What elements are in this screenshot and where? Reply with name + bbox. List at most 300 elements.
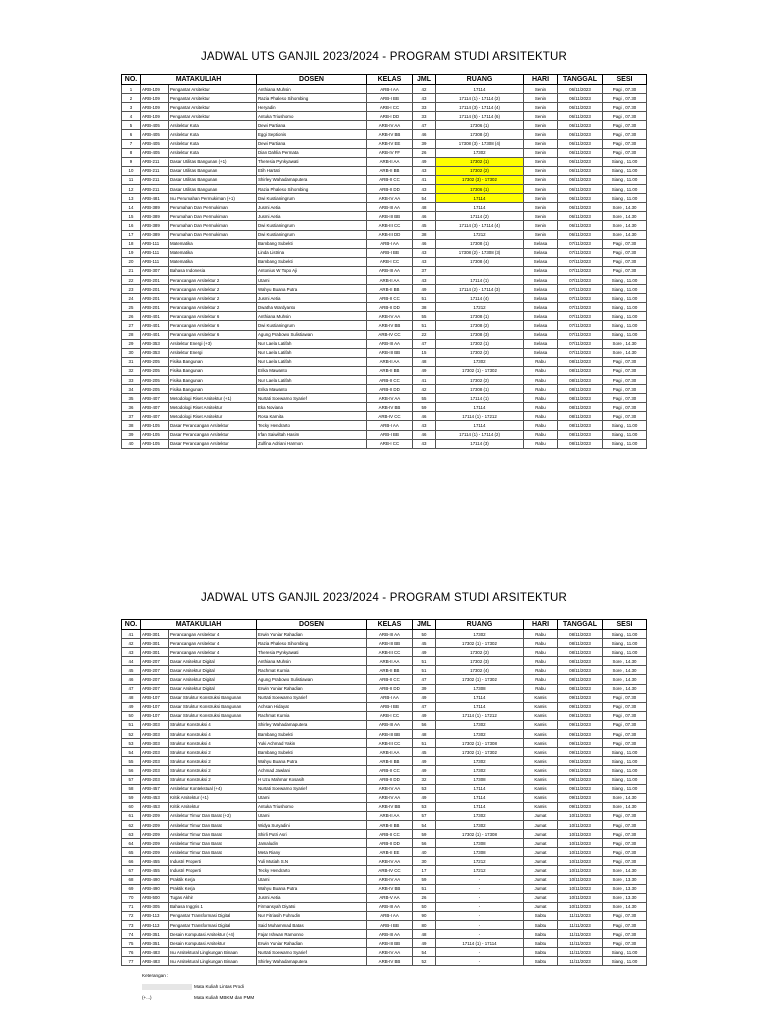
session: Pagi , 07.30 — [603, 930, 647, 939]
session: Pagi , 07.30 — [603, 385, 647, 394]
course-name: Arsitektur Energi — [169, 348, 257, 357]
course-code: ARB-405 — [141, 139, 169, 148]
date: 06/11/2023 — [558, 194, 603, 203]
row-number: 28 — [122, 330, 141, 339]
row-number: 2 — [122, 94, 141, 103]
session: Sore , 13.30 — [603, 875, 647, 884]
day: Rabu — [524, 675, 558, 684]
student-count: 49 — [413, 793, 436, 802]
session: Siang , 11.00 — [603, 175, 647, 184]
student-count: 17 — [413, 866, 436, 875]
day: Jumat — [524, 875, 558, 884]
table-row — [122, 702, 647, 711]
day: Senin — [524, 112, 558, 121]
date: 07/11/2023 — [558, 257, 603, 266]
lecturer: Bambang Subekti — [257, 730, 367, 739]
date: 07/11/2023 — [558, 275, 603, 284]
table-row — [122, 266, 647, 275]
student-count: 43 — [413, 439, 436, 448]
table-row — [122, 875, 647, 884]
room: 17114 (1) - 17114 — [436, 939, 524, 948]
session: Sore , 14.30 — [603, 221, 647, 230]
session: Pagi , 07.30 — [603, 130, 647, 139]
session: Sore , 14.30 — [603, 203, 647, 212]
lecturer: Rosa Karnita — [257, 412, 367, 421]
class: ARB-III AA — [367, 266, 413, 275]
row-number: 36 — [122, 403, 141, 412]
room: 17114 (5) - 17114 (6) — [436, 112, 524, 121]
course-name: Arsitektur Timur Dan Barat — [169, 848, 257, 857]
day: Selasa — [524, 294, 558, 303]
date: 08/11/2023 — [558, 421, 603, 430]
student-count: 43 — [413, 275, 436, 284]
day: Rabu — [524, 403, 558, 412]
column-header: MATAKULIAH — [141, 620, 257, 630]
room: 17114 (3) - 17114 (4) — [436, 221, 524, 230]
date: 11/11/2023 — [558, 911, 603, 920]
row-number: 33 — [122, 376, 141, 385]
date: 06/11/2023 — [558, 203, 603, 212]
legend-label: Mata Kuliah MBKM dan PMM — [194, 995, 255, 1000]
course-name: Bahasa Indonesia — [169, 266, 257, 275]
course-code: ARB-455 — [141, 857, 169, 866]
day: Senin — [524, 212, 558, 221]
class: ARB-I BB — [367, 921, 413, 930]
lecturer: Shirley Wahadamaputera — [257, 957, 367, 966]
room: 17114 — [436, 784, 524, 793]
class: ARB-II AA — [367, 748, 413, 757]
day: Selasa — [524, 312, 558, 321]
day: Sabtu — [524, 957, 558, 966]
course-code: ARB-209 — [141, 811, 169, 820]
course-name: Dasar Perancangan Arsitektur — [169, 421, 257, 430]
row-number: 64 — [122, 839, 141, 848]
lecturer: Antuka Triushomo — [257, 802, 367, 811]
session: Pagi , 07.30 — [603, 94, 647, 103]
student-count: 59 — [413, 875, 436, 884]
day: Senin — [524, 130, 558, 139]
row-number: 29 — [122, 339, 141, 348]
class: ARB-II CC — [367, 675, 413, 684]
date: 08/11/2023 — [558, 385, 603, 394]
class: ARB-III BB — [367, 639, 413, 648]
student-count: 46 — [413, 130, 436, 139]
room: 17114 — [436, 702, 524, 711]
class: ARB-II CC — [367, 175, 413, 184]
student-count: 80 — [413, 921, 436, 930]
student-count: 49 — [413, 693, 436, 702]
lecturer: Achmad Jawlani — [257, 766, 367, 775]
column-header: NO. — [122, 620, 141, 630]
class: ARB-II EE — [367, 848, 413, 857]
row-number: 76 — [122, 948, 141, 957]
session: Pagi , 07.30 — [603, 693, 647, 702]
table-row — [122, 666, 647, 675]
student-count: 33 — [413, 112, 436, 121]
lecturer: Razia Phaleso Sihombing — [257, 185, 367, 194]
course-name: Dasar Arsitektur Digital — [169, 675, 257, 684]
table-row — [122, 939, 647, 948]
course-code: ARB-113 — [141, 911, 169, 920]
course-name: Pengantar Arsitektur — [169, 112, 257, 121]
lecturer: Nurtati Soewarno Syarief — [257, 693, 367, 702]
table-row — [122, 839, 647, 848]
course-code: ARB-405 — [141, 121, 169, 130]
row-number: 19 — [122, 248, 141, 257]
room: - — [436, 948, 524, 957]
table-row — [122, 902, 647, 911]
column-header: DOSEN — [257, 75, 367, 85]
lecturer: Tecky Hendrarto — [257, 421, 367, 430]
class: ARB-IV AA — [367, 121, 413, 130]
course-name: Perancangan Arsitektur 2 — [169, 275, 257, 284]
row-number: 8 — [122, 148, 141, 157]
room: 17308 — [436, 839, 524, 848]
class: ARB-I AA — [367, 85, 413, 94]
class: ARB-I DD — [367, 112, 413, 121]
class: ARB-III AA — [367, 339, 413, 348]
date: 11/11/2023 — [558, 921, 603, 930]
row-number: 59 — [122, 793, 141, 802]
date: 09/11/2023 — [558, 766, 603, 775]
day: Selasa — [524, 303, 558, 312]
table-row — [122, 121, 647, 130]
student-count: 51 — [413, 321, 436, 330]
table-row — [122, 730, 647, 739]
day: Kamis — [524, 775, 558, 784]
room: 17114 — [436, 421, 524, 430]
course-name: Desain Komputasi Arsitektur — [169, 939, 257, 948]
room: 17302 — [436, 730, 524, 739]
course-code: ARB-453 — [141, 802, 169, 811]
row-number: 16 — [122, 221, 141, 230]
day: Sabtu — [524, 921, 558, 930]
row-number: 53 — [122, 739, 141, 748]
course-name: Matematika — [169, 239, 257, 248]
column-header: KELAS — [367, 75, 413, 85]
course-code: ARB-201 — [141, 303, 169, 312]
course-code: ARB-111 — [141, 257, 169, 266]
class: ARB-II AA — [367, 357, 413, 366]
course-name: Pengantar Arsitektur — [169, 94, 257, 103]
row-number: 39 — [122, 430, 141, 439]
table-row — [122, 285, 647, 294]
row-number: 45 — [122, 666, 141, 675]
day: Jumat — [524, 820, 558, 829]
schedule-table — [121, 74, 647, 449]
session: Pagi , 07.30 — [603, 730, 647, 739]
room: - — [436, 911, 524, 920]
course-name: Pengantar Transformasi Digital — [169, 921, 257, 930]
row-number: 37 — [122, 412, 141, 421]
class: ARB-IV BB — [367, 884, 413, 893]
table-row — [122, 866, 647, 875]
course-name: Desain Komputasi Arsitektur (+4) — [169, 930, 257, 939]
day: Jumat — [524, 902, 558, 911]
row-number: 13 — [122, 194, 141, 203]
date: 06/11/2023 — [558, 212, 603, 221]
session: Siang , 11.00 — [603, 321, 647, 330]
page-title: JADWAL UTS GANJIL 2023/2024 - PROGRAM STUDI ARSITEKTUR — [200, 592, 568, 604]
date: 06/11/2023 — [558, 103, 603, 112]
row-number: 58 — [122, 784, 141, 793]
class: ARB-IV CC — [367, 412, 413, 421]
session: Pagi , 07.30 — [603, 412, 647, 421]
course-name: Industri Properti — [169, 866, 257, 875]
lecturer: Said Muhammad Batas — [257, 921, 367, 930]
table-row — [122, 94, 647, 103]
course-code: ARB-407 — [141, 412, 169, 421]
course-code: ARB-205 — [141, 385, 169, 394]
table-row — [122, 294, 647, 303]
table-row — [122, 757, 647, 766]
session: Siang , 11.00 — [603, 166, 647, 175]
day: Jumat — [524, 866, 558, 875]
room: 17302 — [436, 148, 524, 157]
class: ARB-IV BB — [367, 957, 413, 966]
course-code: ARB-353 — [141, 339, 169, 348]
table-row — [122, 348, 647, 357]
date: 06/11/2023 — [558, 121, 603, 130]
course-code: ARB-401 — [141, 330, 169, 339]
date: 06/11/2023 — [558, 230, 603, 239]
day: Rabu — [524, 412, 558, 421]
column-header: HARI — [524, 75, 558, 85]
date: 07/11/2023 — [558, 330, 603, 339]
course-code: ARB-455 — [141, 866, 169, 875]
lecturer: Anthiana Muhsin — [257, 85, 367, 94]
row-number: 77 — [122, 957, 141, 966]
course-code: ARB-389 — [141, 212, 169, 221]
student-count: 38 — [413, 303, 436, 312]
session: Pagi , 07.30 — [603, 394, 647, 403]
student-count: 42 — [413, 385, 436, 394]
table-row — [122, 166, 647, 175]
day: Senin — [524, 175, 558, 184]
table-row — [122, 412, 647, 421]
session: Pagi , 07.30 — [603, 911, 647, 920]
student-count: 43 — [413, 185, 436, 194]
row-number: 70 — [122, 893, 141, 902]
course-name: Dasar Perancangan Arsitektur — [169, 439, 257, 448]
day: Kamis — [524, 757, 558, 766]
class: ARB-II BB — [367, 820, 413, 829]
legend-label: Mata Kuliah Lintas Prodi — [194, 984, 244, 989]
class: ARB-IV BB — [367, 802, 413, 811]
day: Senin — [524, 194, 558, 203]
day: Kamis — [524, 739, 558, 748]
day: Kamis — [524, 784, 558, 793]
date: 06/11/2023 — [558, 221, 603, 230]
table-row — [122, 194, 647, 203]
day: Kamis — [524, 720, 558, 729]
day: Rabu — [524, 639, 558, 648]
course-name: Arsitektur Timur Dan Barat — [169, 820, 257, 829]
date: 06/11/2023 — [558, 85, 603, 94]
course-name: Dasar Perancangan Arsitektur — [169, 430, 257, 439]
room: 17302 — [436, 766, 524, 775]
date: 07/11/2023 — [558, 339, 603, 348]
class: ARB-III BB — [367, 212, 413, 221]
session: Pagi , 07.30 — [603, 366, 647, 375]
lecturer: Jusmi Aetia — [257, 203, 367, 212]
lecturer: H Uzu Mahmar Kosasih — [257, 775, 367, 784]
course-name: Metodologi Riset Arsitektur (+1) — [169, 394, 257, 403]
session: Pagi , 07.30 — [603, 266, 647, 275]
row-number: 20 — [122, 257, 141, 266]
student-count: 46 — [413, 430, 436, 439]
session: Siang , 11.00 — [603, 157, 647, 166]
student-count: 38 — [413, 230, 436, 239]
row-number: 55 — [122, 757, 141, 766]
date: 08/11/2023 — [558, 630, 603, 639]
room: 17302 (3) — [436, 657, 524, 666]
date: 10/11/2023 — [558, 848, 603, 857]
lecturer: Wahyu Buana Putra — [257, 285, 367, 294]
legend-row — [142, 992, 254, 1003]
table-row — [122, 430, 647, 439]
day: Rabu — [524, 357, 558, 366]
day: Sabtu — [524, 911, 558, 920]
table-row — [122, 385, 647, 394]
day: Selasa — [524, 266, 558, 275]
lecturer: Dwi Kustianingrum — [257, 230, 367, 239]
room: 17308 (2) — [436, 321, 524, 330]
lecturer: Dwatha Wardyanto — [257, 303, 367, 312]
session: Pagi , 07.30 — [603, 839, 647, 848]
class: ARB-I CC — [367, 257, 413, 266]
student-count: 49 — [413, 757, 436, 766]
date: 09/11/2023 — [558, 720, 603, 729]
course-code: ARB-113 — [141, 921, 169, 930]
row-number: 41 — [122, 630, 141, 639]
session: Pagi , 07.30 — [603, 702, 647, 711]
room: 17114 (3) — [436, 439, 524, 448]
lecturer: Utami — [257, 275, 367, 284]
class: ARB-II BB — [367, 285, 413, 294]
class: ARB-IV AA — [367, 857, 413, 866]
session: Siang , 11.00 — [603, 775, 647, 784]
session: Siang , 11.00 — [603, 330, 647, 339]
course-code: ARB-105 — [141, 421, 169, 430]
course-code: ARB-107 — [141, 711, 169, 720]
column-header: JML — [413, 620, 436, 630]
course-name: Perumahan Dan Permukiman — [169, 212, 257, 221]
row-number: 46 — [122, 675, 141, 684]
course-code: ARB-303 — [141, 720, 169, 729]
lecturer: Antuka Triushomo — [257, 112, 367, 121]
session: Sore , 14.30 — [603, 666, 647, 675]
date: 11/11/2023 — [558, 948, 603, 957]
day: Kamis — [524, 711, 558, 720]
student-count: 55 — [413, 394, 436, 403]
lecturer: Yuli Mutiah S.N — [257, 857, 367, 866]
course-name: Dasar Utilitas Bangunan (+1) — [169, 157, 257, 166]
room: 17212 — [436, 230, 524, 239]
table-row — [122, 212, 647, 221]
room: 17308 (4) — [436, 257, 524, 266]
class: ARB-III AA — [367, 630, 413, 639]
room: 17308 (1) — [436, 239, 524, 248]
lecturer: Achsan Hidayat — [257, 702, 367, 711]
student-count: 49 — [413, 711, 436, 720]
day: Rabu — [524, 648, 558, 657]
day: Rabu — [524, 684, 558, 693]
lecturer: Rachmat Kurnia — [257, 666, 367, 675]
row-number: 69 — [122, 884, 141, 893]
class: ARB-III CC — [367, 221, 413, 230]
class: ARB-I BB — [367, 94, 413, 103]
table-body — [122, 85, 647, 449]
date: 07/11/2023 — [558, 248, 603, 257]
column-header: RUANG — [436, 75, 524, 85]
course-code: ARB-209 — [141, 830, 169, 839]
class: ARB-IV AA — [367, 793, 413, 802]
row-number: 32 — [122, 366, 141, 375]
table-row — [122, 830, 647, 839]
table-row — [122, 957, 647, 966]
day: Senin — [524, 221, 558, 230]
room: 17308 (3) - 17308 (4) — [436, 139, 524, 148]
course-name: Perancangan Arsitektur 4 — [169, 639, 257, 648]
student-count: 56 — [413, 720, 436, 729]
session: Pagi , 07.30 — [603, 257, 647, 266]
row-number: 71 — [122, 902, 141, 911]
date: 08/11/2023 — [558, 439, 603, 448]
course-name: Arsitektur Kota — [169, 139, 257, 148]
row-number: 31 — [122, 357, 141, 366]
legend-row — [142, 981, 254, 992]
session: Siang , 11.00 — [603, 294, 647, 303]
room: - — [436, 884, 524, 893]
class: ARB-II AA — [367, 157, 413, 166]
course-code: ARB-211 — [141, 175, 169, 184]
row-number: 34 — [122, 385, 141, 394]
day: Jumat — [524, 848, 558, 857]
class: ARB-I AA — [367, 239, 413, 248]
date: 08/11/2023 — [558, 357, 603, 366]
course-code: ARB-109 — [141, 103, 169, 112]
row-number: 57 — [122, 775, 141, 784]
course-name: Struktur Konstruksi 4 — [169, 739, 257, 748]
date: 10/11/2023 — [558, 830, 603, 839]
course-code: ARB-305 — [141, 902, 169, 911]
row-number: 75 — [122, 939, 141, 948]
course-code: ARB-401 — [141, 321, 169, 330]
table-row — [122, 630, 647, 639]
session: Siang , 11.00 — [603, 185, 647, 194]
day: Kamis — [524, 802, 558, 811]
day: Senin — [524, 121, 558, 130]
table-row — [122, 85, 647, 94]
day: Senin — [524, 166, 558, 175]
room: 17212 — [436, 857, 524, 866]
class: ARB-III CC — [367, 739, 413, 748]
table-header-row — [122, 75, 647, 85]
class: ARB-IV AA — [367, 875, 413, 884]
session: Pagi , 07.30 — [603, 403, 647, 412]
table-row — [122, 157, 647, 166]
class: ARB-III BB — [367, 348, 413, 357]
table-row — [122, 112, 647, 121]
student-count: 39 — [413, 139, 436, 148]
student-count: 42 — [413, 85, 436, 94]
lecturer: Erwin Yuniar Rahadian — [257, 684, 367, 693]
day: Rabu — [524, 366, 558, 375]
lecturer: Utami — [257, 811, 367, 820]
row-number: 35 — [122, 394, 141, 403]
class: ARB-IV CC — [367, 866, 413, 875]
